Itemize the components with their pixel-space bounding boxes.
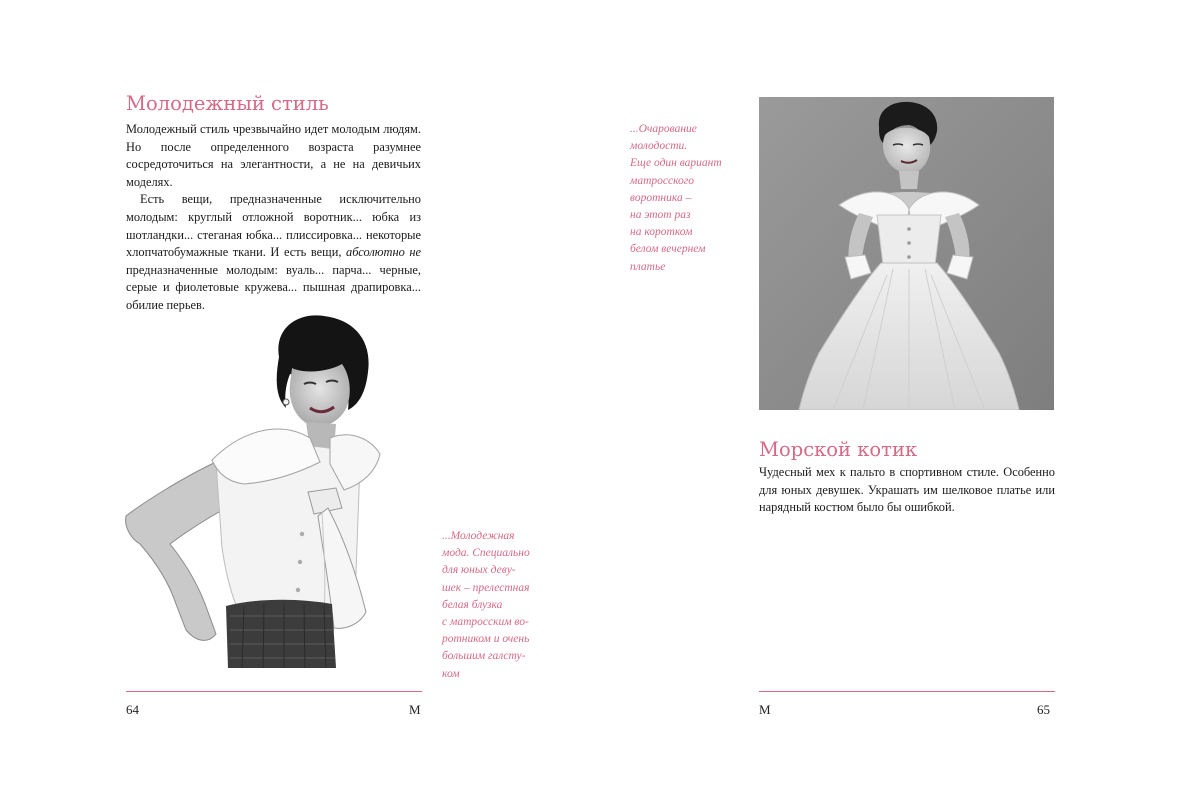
- running-head-letter: М: [409, 702, 421, 717]
- right-page: [590, 0, 1180, 801]
- body-text-youth-style: [126, 121, 421, 315]
- section-heading-youth-style: Молодежный стиль: [126, 92, 329, 115]
- photo-youth-blouse: [124, 312, 386, 668]
- page-number: 65: [1037, 702, 1050, 717]
- photo-caption-charm-of-youth: ...Очарование молодости. Еще один вариант матросского воротника – на этот раз на коротком белом вечернем платье: [630, 123, 722, 273]
- paragraph-1: Молодежный стиль чрезвычайно идет молодым людям. Но после определенного возраста разумнее сосредоточиться на элегантности, а не на девичьих моделях.: [126, 122, 421, 189]
- paragraph-seal-fur: Чудесный мех к пальто в спортивном стиле. Особенно для юных девушек. Украшать им шелковое платье или нарядный костюм было бы ошибкой.: [759, 465, 1055, 515]
- footer-rule: [126, 691, 422, 692]
- section-heading-seal-fur: Морской котик: [759, 438, 918, 461]
- running-head-letter: М: [759, 702, 771, 717]
- photo-caption-youth-fashion: ...Молодежная мода. Специально для юных деву- шек – прелестная белая блузка с матросским во- ротником и очень большим галсту- ком: [442, 530, 530, 680]
- page-number: 64: [126, 702, 139, 717]
- paragraph-2: Есть вещи, предназначенные исключительно молодым: круглый отложной воротник... юбка из шотландки... стеганая юбка... плиссировка... некоторые хлопчатобумажные ткани. И есть вещи, абсолютно не предназначенные молодым: вуаль... парча... черные, серые и фиолетовые кружева... пышная драпировка... обилие перьев.: [126, 192, 421, 312]
- emphasis-text: абсолютно не: [346, 245, 421, 260]
- body-text-seal-fur: [759, 464, 1055, 517]
- footer-rule: [759, 691, 1055, 692]
- photo-evening-dress: [759, 97, 1054, 410]
